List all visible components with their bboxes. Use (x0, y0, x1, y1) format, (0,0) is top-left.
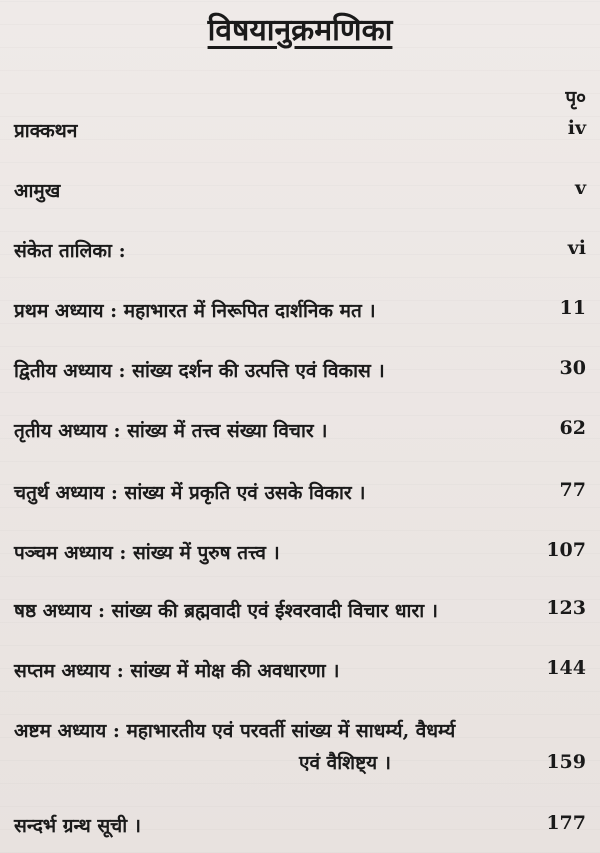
toc-entry-page: 123 (546, 597, 586, 619)
toc-entry (14, 297, 586, 323)
toc-entry-label: आमुख (14, 180, 61, 202)
toc-entry (14, 237, 586, 263)
toc-entry-label: प्रथम अध्याय : महाभारत में निरूपित दार्शनिक मत । (14, 300, 376, 322)
toc-entry-label: संकेत तालिका : (14, 240, 126, 262)
toc-entry-page: vi (567, 237, 586, 259)
toc-entry-page: 107 (546, 539, 586, 561)
toc-entry-page: iv (567, 117, 586, 139)
toc-entry-label: अष्टम अध्याय : महाभारतीय एवं परवर्ती सांख्य में साधर्म्य, वैधर्म्य (14, 720, 456, 742)
toc-entry-label: पञ्चम अध्याय : सांख्य में पुरुष तत्त्व । (14, 542, 280, 564)
toc-entry-label: प्राक्कथन (14, 120, 78, 142)
toc-entry (14, 717, 586, 775)
toc-entry (14, 357, 586, 383)
toc-entry (14, 657, 586, 683)
toc-entry-label: षष्ठ अध्याय : सांख्य की ब्रह्मवादी एवं ईश्वरवादी विचार धारा । (14, 600, 438, 622)
toc-entry (14, 117, 586, 143)
toc-entry-label: चतुर्थ अध्याय : सांख्य में प्रकृति एवं उसके विकार । (14, 482, 366, 504)
toc-entry (14, 812, 586, 838)
toc-entry-label-continuation: एवं वैशिष्ट्य । (298, 752, 392, 774)
toc-entry-page: 159 (546, 751, 586, 773)
toc-entry-page: 177 (546, 812, 586, 834)
toc-entry-page: 30 (559, 357, 586, 379)
toc-entry-label: सप्तम अध्याय : सांख्य में मोक्ष की अवधारणा । (14, 660, 340, 682)
toc-entry-label: द्वितीय अध्याय : सांख्य दर्शन की उत्पत्ति एवं विकास । (14, 360, 385, 382)
toc-entry-page: v (574, 177, 586, 199)
toc-entry-label: सन्दर्भ ग्रन्थ सूची । (14, 815, 141, 837)
page-column-heading: पृ० (565, 87, 586, 109)
toc-entry-page: 144 (546, 657, 586, 679)
toc-entry-label: तृतीय अध्याय : सांख्य में तत्त्व संख्या विचार । (14, 420, 328, 442)
toc-entry-page: 11 (559, 297, 586, 319)
toc-entry (14, 177, 586, 203)
toc-entry (14, 539, 586, 565)
page-title: विषयानुक्रमणिका (207, 13, 393, 48)
toc-entry (14, 597, 586, 623)
toc-entry (14, 417, 586, 443)
toc-entry-page: 77 (559, 479, 586, 501)
toc-entry-page: 62 (559, 417, 586, 439)
toc-entry (14, 479, 586, 505)
